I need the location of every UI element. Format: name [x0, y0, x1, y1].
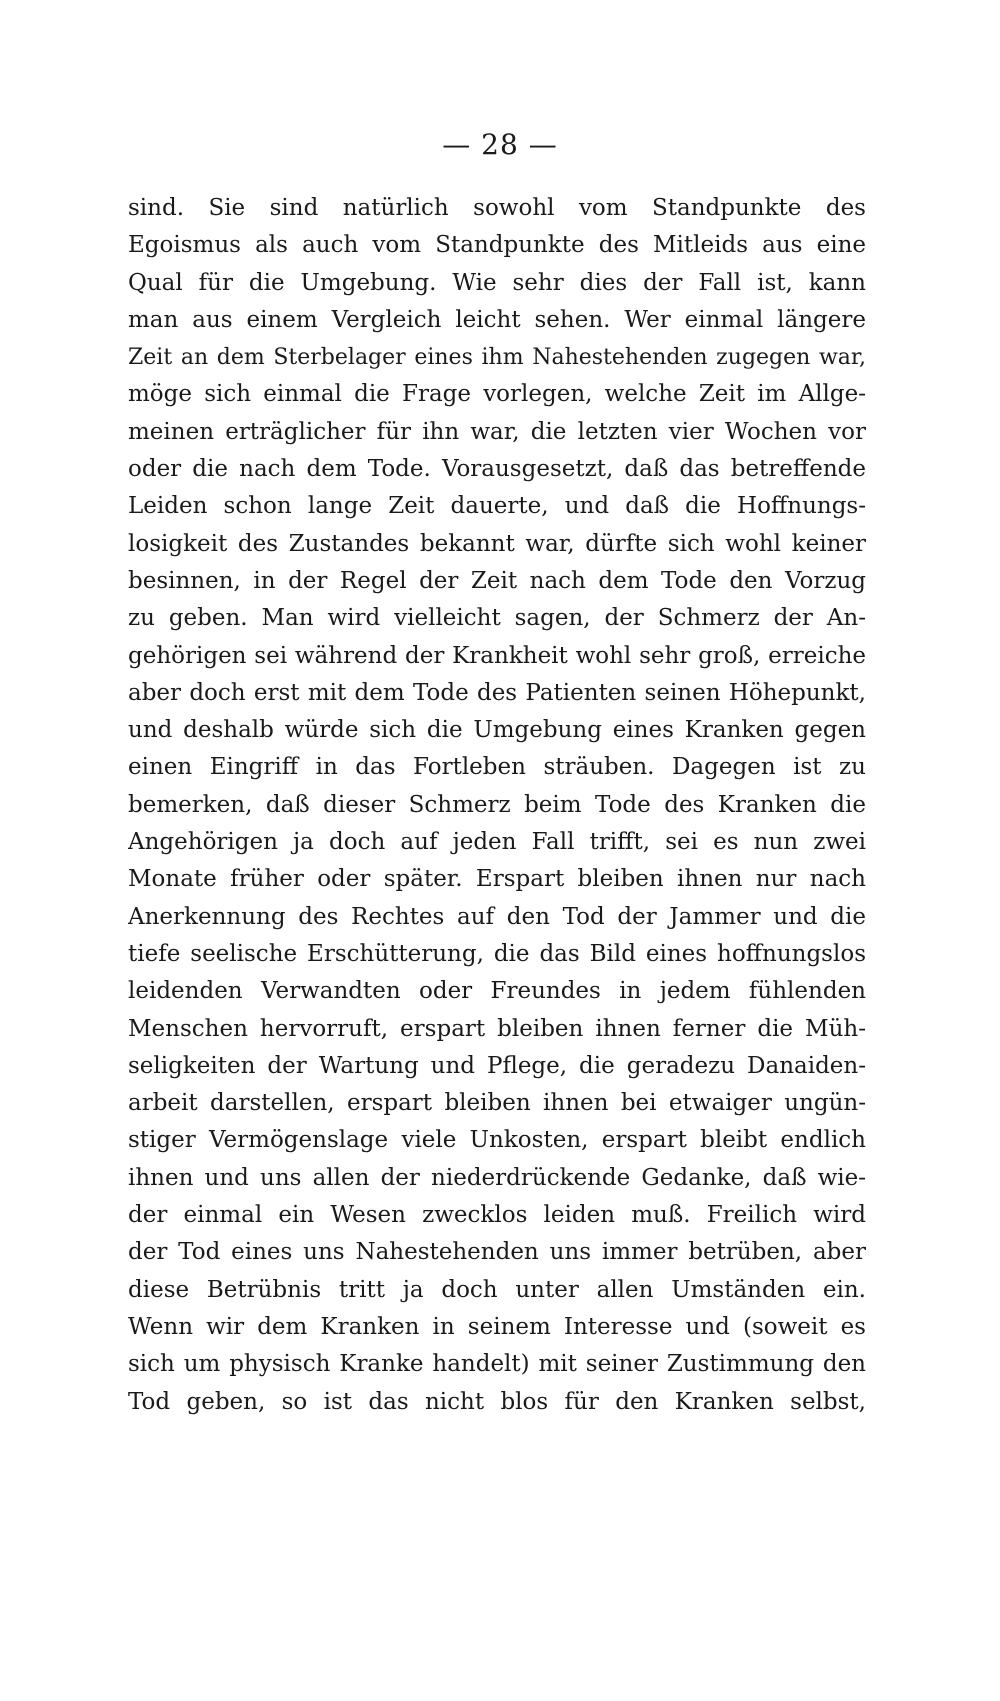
text-line: der Tod eines uns Nahestehenden uns immer betrüben, aber — [128, 1239, 866, 1266]
text-line: Wenn wir dem Kranken in seinem Interesse und (soweit es — [128, 1313, 866, 1340]
text-line: und deshalb würde sich die Umgebung eines Kranken gegen — [128, 717, 866, 744]
text-line: gehörigen sei während der Krankheit wohl sehr groß, erreiche — [128, 642, 866, 669]
text-line: arbeit darstellen, erspart bleiben ihnen bei etwaiger ungün- — [128, 1090, 866, 1117]
text-line: seligkeiten der Wartung und Pflege, die geradezu Danaiden- — [128, 1052, 866, 1079]
text-line: Monate früher oder später. Erspart bleiben ihnen nur nach — [128, 866, 866, 893]
text-line: möge sich einmal die Frage vorlegen, welche Zeit im Allge- — [128, 381, 866, 408]
text-line: zu geben. Man wird vielleicht sagen, der Schmerz der An- — [128, 605, 866, 632]
text-line: diese Betrübnis tritt ja doch unter allen Umständen ein. — [128, 1276, 866, 1303]
text-line: Angehörigen ja doch auf jeden Fall trifft, sei es nun zwei — [128, 829, 866, 856]
text-line: sich um physisch Kranke handelt) mit seiner Zustimmung den — [128, 1351, 866, 1378]
text-line: Anerkennung des Rechtes auf den Tod der Jammer und die — [128, 903, 866, 930]
text-line: Menschen hervorruft, erspart bleiben ihnen ferner die Müh- — [128, 1015, 866, 1042]
text-line: Zeit an dem Sterbelager eines ihm Nahestehenden zugegen war, — [128, 345, 866, 371]
text-line: sind. Sie sind natürlich sowohl vom Standpunkte des — [128, 195, 866, 221]
text-line: einen Eingriff in das Fortleben sträuben. Dagegen ist zu — [128, 754, 866, 781]
text-line: Tod geben, so ist das nicht blos für den Kranken selbst, — [128, 1388, 866, 1415]
text-line: der einmal ein Wesen zwecklos leiden muß. Freilich wird — [128, 1202, 866, 1229]
text-line: ihnen und uns allen der niederdrückende Gedanke, daß wie- — [128, 1164, 866, 1191]
text-line: oder die nach dem Tode. Vorausgesetzt, daß das betreffende — [128, 456, 866, 483]
text-line: stiger Vermögenslage viele Unkosten, erspart bleibt endlich — [128, 1127, 866, 1154]
body-text — [128, 190, 866, 1421]
text-line: tiefe seelische Erschütterung, die das Bild eines hoffnungslos — [128, 940, 866, 967]
text-line: aber doch erst mit dem Tode des Patienten seinen Höhepunkt, — [128, 679, 866, 706]
text-line: besinnen, in der Regel der Zeit nach dem Tode den Vorzug — [128, 567, 866, 594]
text-line: Leiden schon lange Zeit dauerte, und daß die Hoffnungs- — [128, 493, 866, 520]
text-line: Qual für die Umgebung. Wie sehr dies der Fall ist, kann — [128, 269, 866, 296]
page-number: — 28 — — [442, 128, 558, 161]
text-line: man aus einem Vergleich leicht sehen. Wer einmal längere — [128, 306, 866, 333]
text-line: bemerken, daß dieser Schmerz beim Tode des Kranken die — [128, 791, 866, 818]
text-line: leidenden Verwandten oder Freundes in jedem fühlenden — [128, 978, 866, 1005]
text-line: meinen erträglicher für ihn war, die letzten vier Wochen vor — [128, 418, 866, 445]
text-line: losigkeit des Zustandes bekannt war, dürfte sich wohl keiner — [128, 530, 866, 557]
text-line: Egoismus als auch vom Standpunkte des Mitleids aus eine — [128, 232, 866, 259]
